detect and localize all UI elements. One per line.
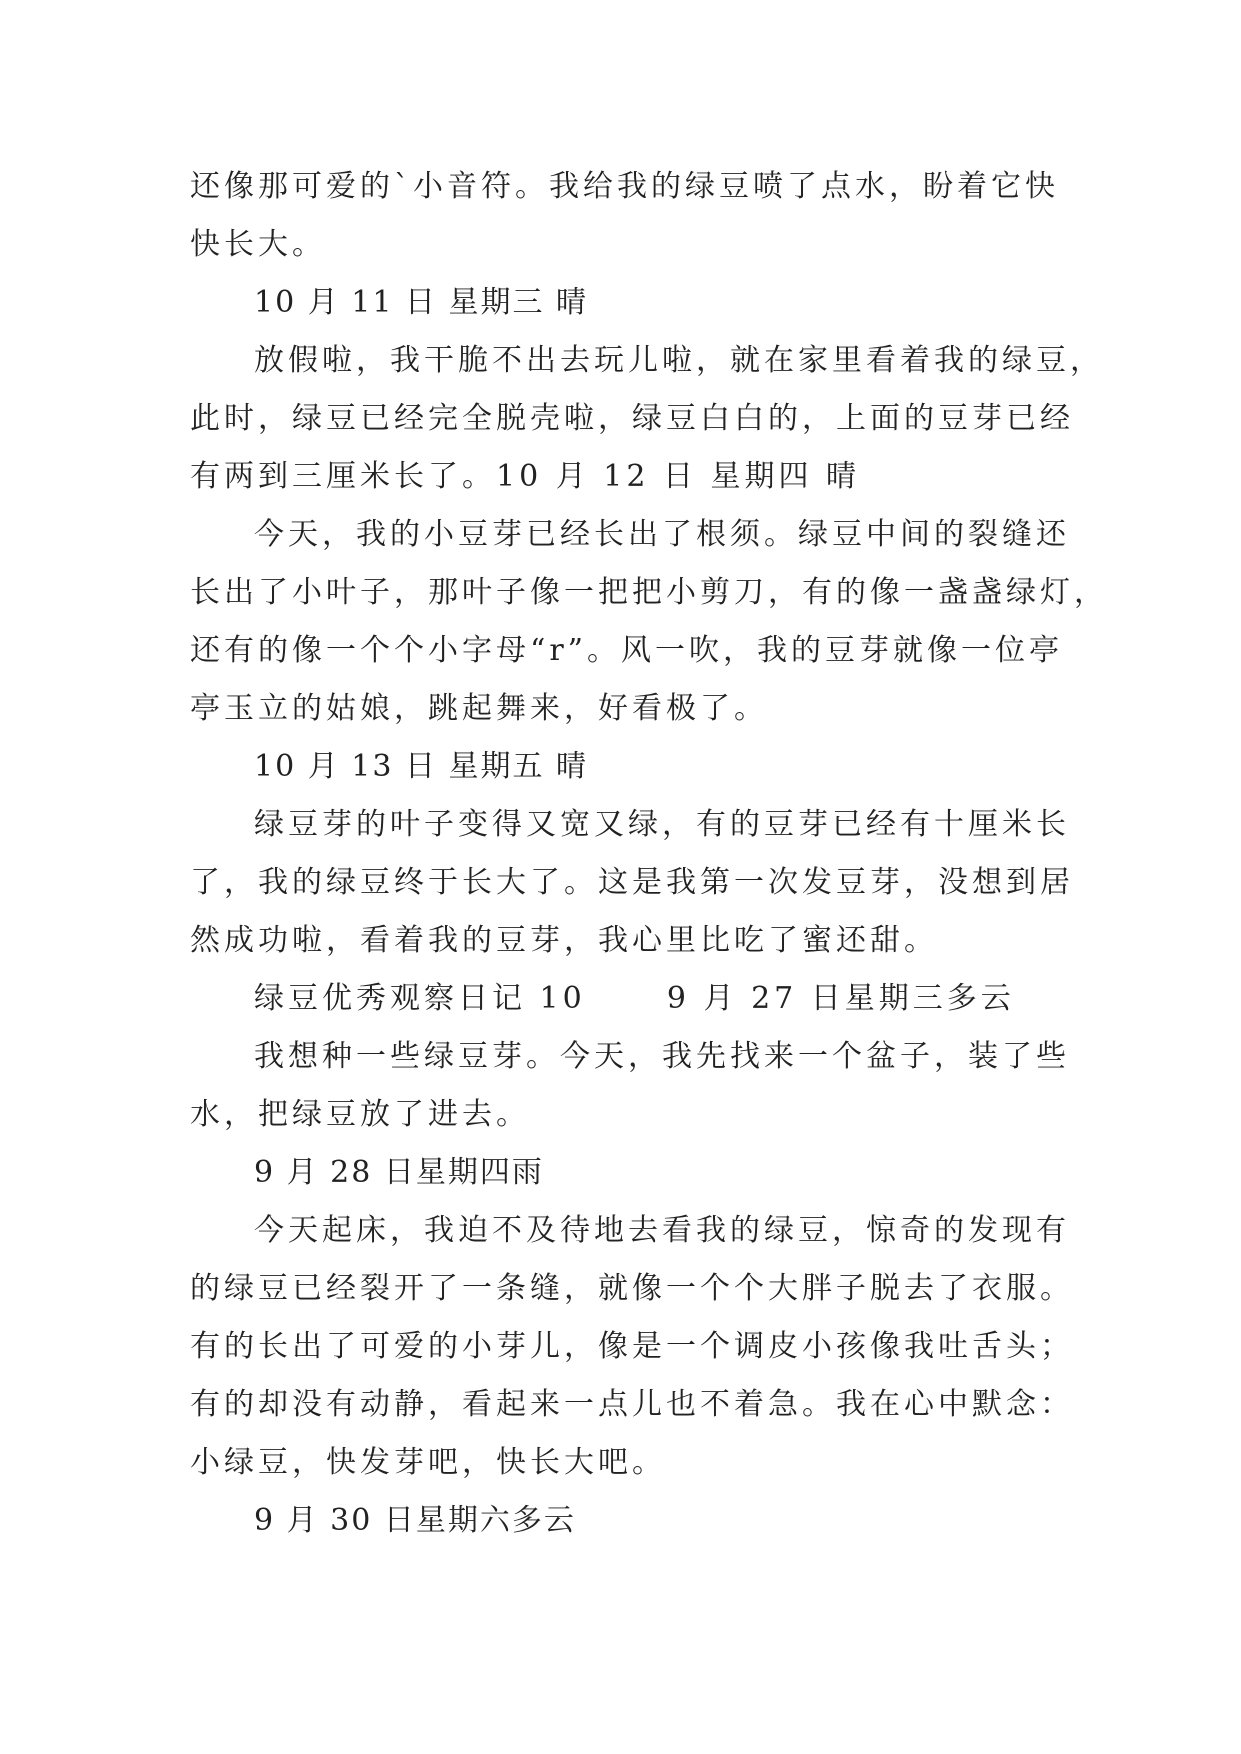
text-line: 长出了小叶子，那叶子像一把把小剪刀，有的像一盏盏绿灯， [190, 575, 1108, 610]
text-line: 此时，绿豆已经完全脱壳啦，绿豆白白的，上面的豆芽已经 [190, 401, 1074, 436]
text-line: 还有的像一个个小字母“r”。风一吹，我的豆芽就像一位亭 [190, 633, 1064, 668]
diary-date-heading: 9 月 30 日星期六多云 [254, 1503, 576, 1538]
text-line: 水，把绿豆放了进去。 [190, 1097, 530, 1132]
text-line: 有的长出了可爱的小芽儿，像是一个调皮小孩像我吐舌头； [190, 1329, 1074, 1364]
document-body [190, 158, 1108, 1550]
text-line: 小绿豆，快发芽吧，快长大吧。 [190, 1445, 666, 1480]
text-line: 还像那可爱的`小音符。我给我的绿豆喷了点水，盼着它快 [190, 169, 1059, 204]
diary-date-heading: 10 月 13 日 星期五 晴 [254, 749, 589, 784]
text-line: 我想种一些绿豆芽。今天，我先找来一个盆子，装了些 [254, 1039, 1070, 1074]
text-line: 今天，我的小豆芽已经长出了根须。绿豆中间的裂缝还 [254, 517, 1070, 552]
text-line: 亭玉立的姑娘，跳起舞来，好看极了。 [190, 691, 768, 726]
section-heading: 绿豆优秀观察日记 10 9 月 27 日星期三多云 [254, 981, 1015, 1016]
text-line: 有两到三厘米长了。10 月 12 日 星期四 晴 [190, 459, 861, 494]
text-line: 了，我的绿豆终于长大了。这是我第一次发豆芽，没想到居 [190, 865, 1074, 900]
text-line: 今天起床，我迫不及待地去看我的绿豆，惊奇的发现有 [254, 1213, 1070, 1248]
text-line: 然成功啦，看着我的豆芽，我心里比吃了蜜还甜。 [190, 923, 938, 958]
diary-date-heading: 9 月 28 日星期四雨 [254, 1155, 544, 1190]
diary-date-heading: 10 月 11 日 星期三 晴 [254, 285, 589, 320]
text-line: 放假啦，我干脆不出去玩儿啦，就在家里看着我的绿豆， [254, 343, 1104, 378]
text-line: 快长大。 [190, 227, 326, 262]
text-line: 有的却没有动静，看起来一点儿也不着急。我在心中默念： [190, 1387, 1074, 1422]
text-line: 的绿豆已经裂开了一条缝，就像一个个大胖子脱去了衣服。 [190, 1271, 1074, 1306]
text-line: 绿豆芽的叶子变得又宽又绿，有的豆芽已经有十厘米长 [254, 807, 1070, 842]
